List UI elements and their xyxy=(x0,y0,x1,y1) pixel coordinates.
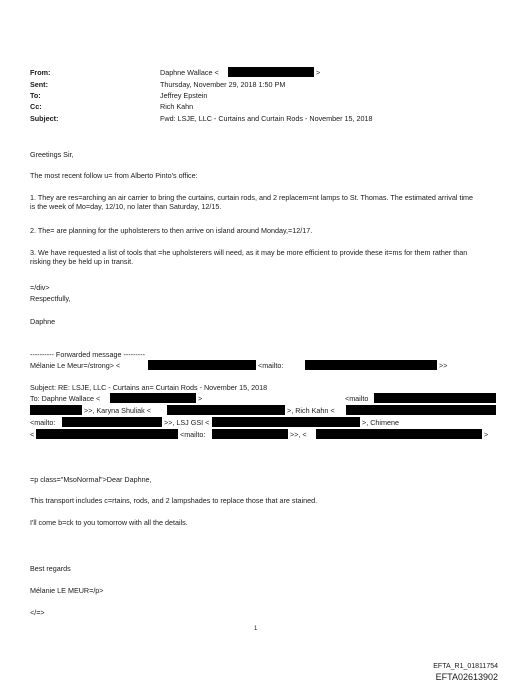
forward-to-mailto: <mailto xyxy=(345,394,369,403)
reply-name: Mélanie LE MEUR=/p> xyxy=(30,586,104,595)
from-label: From: xyxy=(30,68,51,77)
reply-regards: Best regards xyxy=(30,564,71,573)
reply-salutation: =p class="MsoNormal">Dear Daphne, xyxy=(30,475,152,484)
redaction xyxy=(305,360,437,370)
redaction xyxy=(167,405,285,415)
forward-lt: < xyxy=(30,430,35,439)
forward-rich-kahn: >, Rich Kahn < xyxy=(287,406,335,415)
forward-to: To: Daphne Wallace < xyxy=(30,394,101,403)
to-value: Jeffrey Epstein xyxy=(160,91,208,100)
redaction xyxy=(212,417,360,427)
document-id-2: EFTA02613902 xyxy=(435,672,498,682)
forward-mailto-2: <mailto: xyxy=(30,418,56,427)
closing: Respectfully, xyxy=(30,294,71,303)
redaction xyxy=(62,417,162,427)
redaction xyxy=(148,360,256,370)
from-end: > xyxy=(316,68,321,77)
to-label: To: xyxy=(30,91,41,100)
div-close: =/div> xyxy=(30,283,50,292)
document-id-1: EFTA_R1_01811754 xyxy=(433,663,498,670)
paragraph-2: 2. The= are planning for the upholsterers to then arrive on island around Monday,=12/17. xyxy=(30,226,313,235)
forward-row-end: > xyxy=(484,430,489,439)
redaction xyxy=(228,67,314,77)
sent-label: Sent: xyxy=(30,80,48,89)
reply-tail: </=> xyxy=(30,608,45,617)
redaction xyxy=(316,429,482,439)
subject-value: Fwd: LSJE, LLC - Curtains and Curtain Rods - November 15, 2018 xyxy=(160,114,373,123)
subject-label: Subject: xyxy=(30,114,59,123)
redaction xyxy=(30,405,82,415)
forward-subject: Subject: RE: LSJE, LLC - Curtains an= Curtain Rods - November 15, 2018 xyxy=(30,383,268,392)
forward-from: Mélanie Le Meur=/strong> < xyxy=(30,361,121,370)
greeting: Greetings Sir, xyxy=(30,150,74,159)
forward-mailto-end: >> xyxy=(439,361,448,370)
forward-divider: ---------- Forwarded message --------- xyxy=(30,350,145,359)
cc-value: Rich Kahn xyxy=(160,102,194,111)
forward-mailto: <mailto: xyxy=(258,361,284,370)
forward-chimene: >, Chimene xyxy=(362,418,399,427)
sent-value: Thursday, November 29, 2018 1:50 PM xyxy=(160,80,286,89)
cc-label: Cc: xyxy=(30,102,42,111)
forward-to-lt: > xyxy=(198,394,203,403)
redaction xyxy=(36,429,178,439)
redaction xyxy=(110,393,196,403)
page-number: 1 xyxy=(254,626,258,632)
forward-mailto-3: <mailto: xyxy=(180,430,206,439)
reply-line-1: This transport includes c=rtains, rods, and 2 lampshades to replace those that are stained. xyxy=(30,496,318,505)
from-value: Daphne Wallace < xyxy=(160,68,219,77)
redaction xyxy=(346,405,496,415)
signature: Daphne xyxy=(30,317,56,326)
paragraph-1: 1. They are res=arching an air carrier to bring the curtains, curtain rods, and 2 replacem=nt lamps to St. Thomas. The estimated arrival time is the week of Mo=day, 12/10, no later than Saturday, 12/15. xyxy=(30,193,474,211)
forward-karyna: >>, Karyna Shuliak < xyxy=(84,406,151,415)
intro: The most recent follow u= from Alberto Pinto's office: xyxy=(30,171,198,180)
reply-line-2: I'll come b=ck to you tomorrow with all the details. xyxy=(30,518,188,527)
forward-lsj-gsi: >>, LSJ GSI < xyxy=(164,418,210,427)
redaction xyxy=(212,429,288,439)
paragraph-3: 3. We have requested a list of tools that =he upholsterers will need, as it may be more efficient to provide these it=ms for them rather than risking they be held up in transit. xyxy=(30,248,468,266)
redaction xyxy=(374,393,496,403)
forward-comma-lt: >>, < xyxy=(290,430,307,439)
